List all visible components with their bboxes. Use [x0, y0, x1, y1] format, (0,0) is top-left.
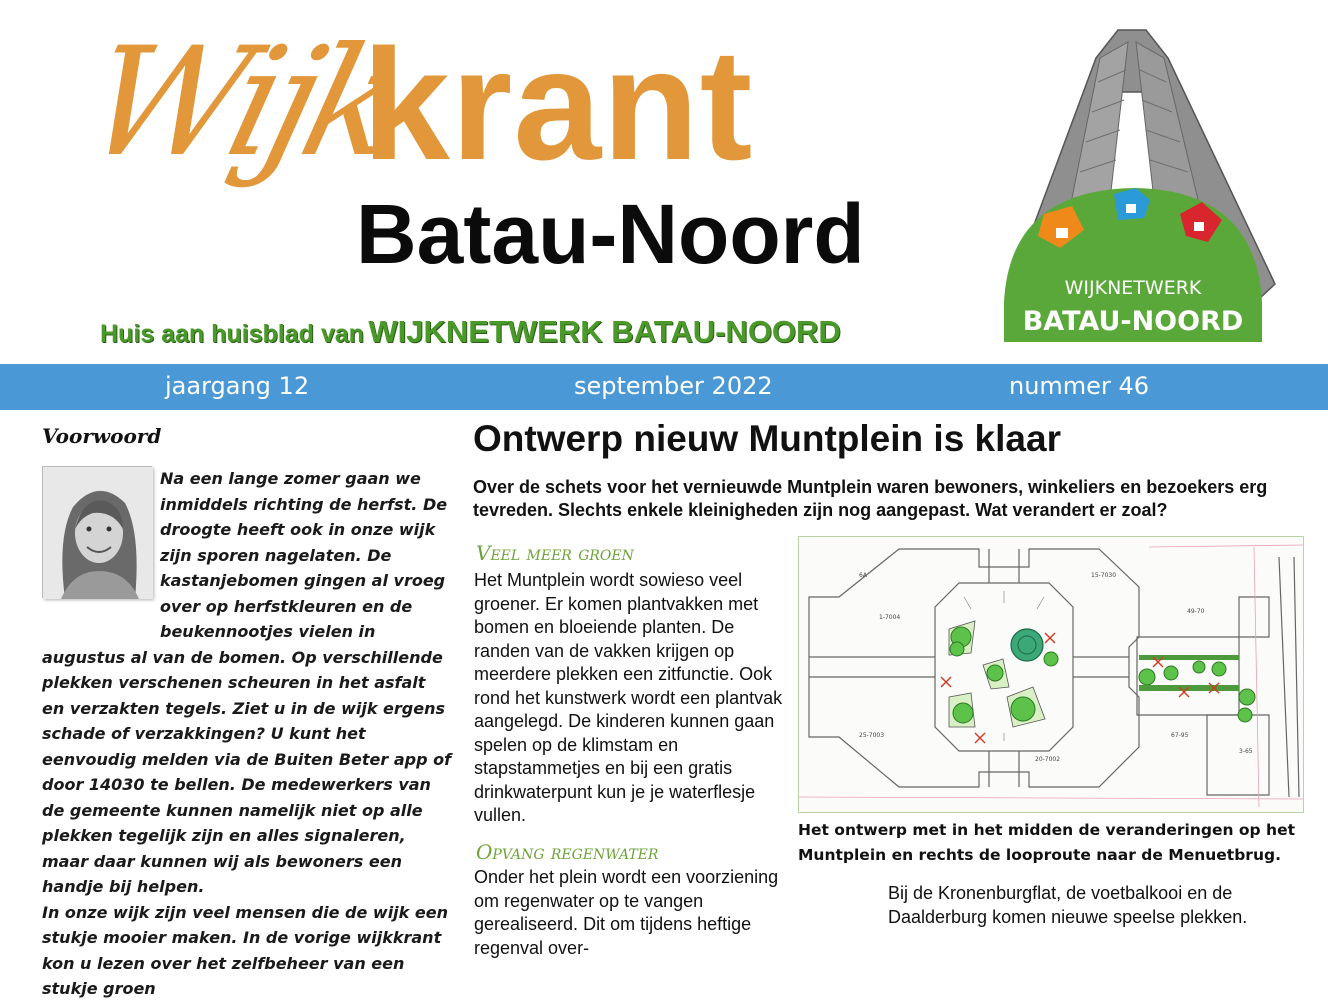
- masthead-subtitle: Batau-Noord: [356, 187, 865, 281]
- issue-number-label: nummer 46: [1009, 372, 1149, 400]
- map-label: 20-7002: [1035, 756, 1061, 763]
- tagline-org: WIJKNETWERK BATAU-NOORD: [368, 314, 841, 349]
- map-label: 6A: [859, 572, 867, 579]
- logo-line2: BATAU-NOORD: [1022, 306, 1244, 337]
- masthead-wijk: Wijk: [70, 16, 411, 190]
- site-plan-drawing: [799, 537, 1303, 812]
- map-label: 67-95: [1171, 732, 1189, 739]
- map-label: 3-65: [1239, 748, 1253, 755]
- map-caption: Het ontwerp met in het midden de veranderingen op het Muntplein en rechts de looproute naar de Menuetbrug.: [798, 821, 1296, 864]
- map-label: 15-7030: [1091, 572, 1117, 579]
- section-text-regenwater: Onder het plein wordt een voorziening om regenwater op te vangen gerealiseerd. Dit om tijdens heftige regenval over-: [474, 867, 779, 958]
- masthead-tagline: [100, 314, 841, 350]
- foreword-paragraph: Na een lange zomer gaan we inmiddels richting de herfst. De droogte heeft ook in onze wijk zijn sporen nagelaten. De kastanjebomen gingen al vroeg over op herfstkleuren en de beukennootjes vielen in augustus al van de bomen. Op verschillende plekken verschenen scheuren in het asfalt en verzakten tegels. Ziet u in de wijk ergens schade of verzakkingen? U kunt het eenvoudig melden via de Buiten Beter app of door 14030 te bellen. De medewerkers van de gemeente kunnen namelijk niet op alle plekken tegelijk zijn en alles signaleren, maar daar kunnen wij als bewoners een handje bij helpen.: [42, 469, 452, 896]
- date-label: september 2022: [574, 372, 773, 400]
- article-text-right: Bij de Kronenburgflat, de voetbalkooi en de Daalderburg komen nieuwe speelse plekken.: [888, 883, 1248, 927]
- section-text-groen: Het Muntplein wordt sowieso veel groener. Er komen plantvakken met bomen en bloeiende planten. De randen van de vakken krijgen op meerdere plekken een zitfunctie. Ook rond het kunstwerk wordt een plantvak aangelegd. De kinderen kunnen gaan spelen op de klimstam en stapstammetjes en bij een gratis drinkwaterpunt kun je je waterflesje vullen.: [474, 570, 783, 825]
- logo-line1: WIJKNETWERK: [1064, 277, 1202, 299]
- map-label: 25-7003: [859, 732, 885, 739]
- foreword-text: [42, 466, 452, 1002]
- issue-info-bar: [0, 364, 1328, 410]
- foreword-title: Voorwoord: [42, 424, 162, 448]
- section-heading-groen: Veel meer groen: [476, 541, 634, 565]
- section-heading-regenwater: Opvang regenwater: [476, 840, 659, 864]
- masthead-krant: krant: [362, 17, 754, 193]
- muntplein-design-map: [798, 536, 1304, 813]
- map-label: 1-7004: [879, 614, 901, 621]
- foreword-paragraph: In onze wijk zijn veel mensen die de wijk een stukje mooier maken. In de vorige wijkkrant kon u lezen over het zelfbeheer van een stukje groen: [42, 902, 448, 998]
- wijknetwerk-logo: [1000, 22, 1280, 344]
- map-label: 49-70: [1187, 608, 1205, 615]
- tagline-prefix: Huis aan huisblad van: [100, 320, 364, 348]
- volume-label: jaargang 12: [165, 372, 310, 400]
- portrait-spacer: [42, 466, 160, 644]
- article-lead: Over de schets voor het vernieuwde Muntplein waren bewoners, winkeliers en bezoekers erg tevreden. Slechts enkele kleinigheden zijn nog aangepast. Wat verandert er zoal?: [473, 477, 1268, 520]
- article-title: Ontwerp nieuw Muntplein is klaar: [473, 418, 1061, 459]
